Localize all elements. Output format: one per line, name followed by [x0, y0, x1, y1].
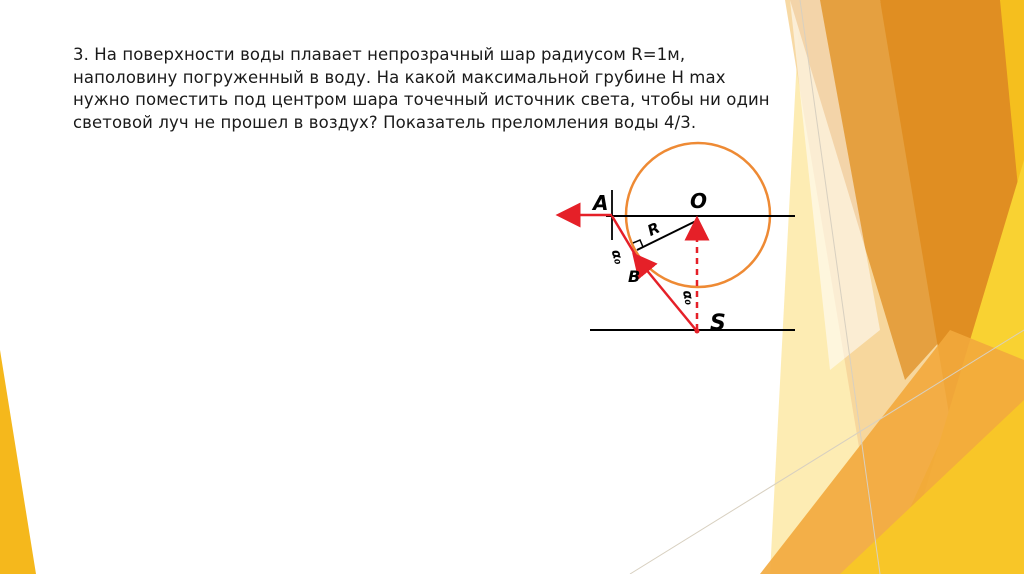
problem-line-3: нужно поместить под центром шара точечный источник света, чтобы ни один	[73, 90, 770, 109]
label-alpha-right: α₀	[679, 289, 697, 307]
label-a: A	[593, 191, 609, 215]
label-alpha-left: α₀	[607, 248, 627, 267]
label-s: S	[710, 311, 726, 336]
problem-line-1: 3. На поверхности воды плавает непрозрачный шар радиусом R=1м,	[73, 45, 686, 64]
right-angle-marker	[633, 240, 643, 247]
problem-line-4: световой луч не прошел в воздух? Показатель преломления воды 4/3.	[73, 112, 697, 132]
problem-line-2: наполовину погруженный в воду. На какой максимальной грубине H max	[73, 67, 726, 87]
label-r: R	[644, 218, 663, 240]
light-source-point	[695, 329, 700, 334]
label-b: B	[628, 267, 641, 286]
label-o: O	[690, 189, 708, 213]
